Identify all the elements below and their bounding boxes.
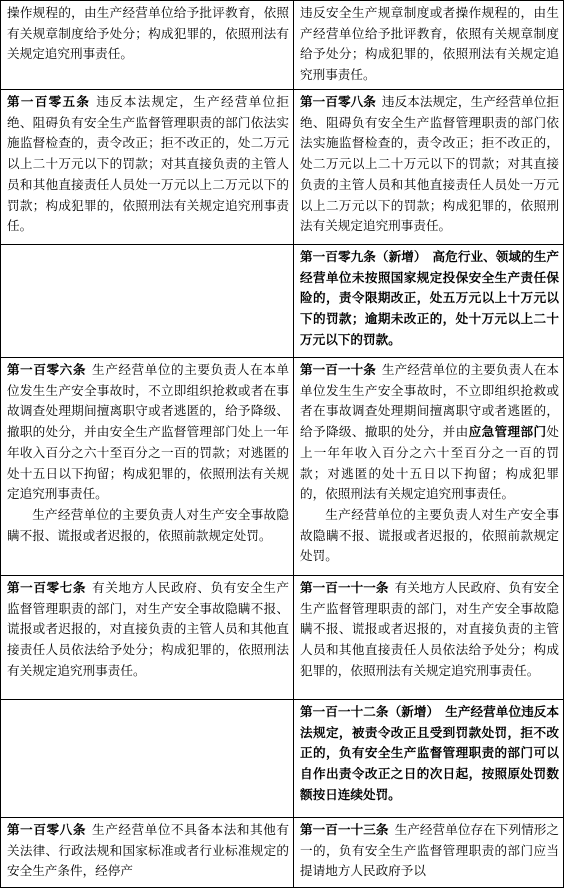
old-article-text: 生产经营单位的主要负责人在本单位发生生产安全事故时，不立即组织抢救或者在事故调查处理期间擅离职守或者逃匿的，给予降级、撤职的处分，并由安全生产监督管理部门处上一年年收入百分之六十至百分之一百的罚款；对逃匿的处十五日以下拘留；构成犯罪的，依照刑法有关规定追究刑事责任。 bbox=[7, 362, 290, 502]
old-article-text: 生产经营单位不具备本法和其他有关法律、行政法规和国家标准或者行业标准规定的安全生产条件，经停产 bbox=[7, 822, 290, 879]
table-row bbox=[1, 818, 564, 888]
table-row bbox=[1, 700, 564, 818]
new-article-text: 生产经营单位的主要负责人在本单位发生生产安全事故时，不立即组织抢救或者在事故调查处理期间擅离职守或者逃匿的，给予降级、撤职的处分，并由 bbox=[300, 362, 560, 440]
new-law-cell bbox=[294, 576, 564, 700]
old-article-text: 有关地方人民政府、负有安全生产监督管理职责的部门，对生产安全事故隐瞒不报、谎报或者迟报的，对直接负责的主管人员和其他直接责任人员依法给予处分；构成犯罪的，依照刑法有关规定追究刑事责任。 bbox=[7, 580, 290, 678]
new-article-text: 高危行业、领域的生产经营单位未按照国家规定投保安全生产责任保险的，责令限期改正，处五万元以上十万元以下的罚款；逾期未改正的，处十万元以上二十万元以下的罚款。 bbox=[300, 249, 560, 347]
new-article-amended-text: 应急管理部门 bbox=[468, 424, 547, 440]
new-article-paragraph bbox=[300, 360, 559, 505]
table-row bbox=[1, 1, 564, 90]
old-law-cell bbox=[1, 358, 294, 576]
old-article-title: 第一百零五条 bbox=[7, 94, 91, 109]
old-law-cell bbox=[1, 90, 294, 245]
new-law-cell bbox=[294, 700, 564, 818]
old-law-cell bbox=[1, 1, 294, 90]
old-article-paragraph bbox=[7, 360, 289, 505]
old-article-text: 违反本法规定，生产经营单位拒绝、阻碍负有安全生产监督管理职责的部门依法实施监督检查的，责令改正；拒不改正的，处二万元以上二十万元以下的罚款；对其直接负责的主管人员和其他直接责任人员处一万元以上二万元以下的罚款；构成犯罪的，依照刑法有关规定追究刑事责任。 bbox=[7, 94, 290, 234]
new-article-text: 有关地方人民政府、负有安全生产监督管理职责的部门，对生产安全事故隐瞒不报、谎报或者迟报的，对直接负责的主管人员和其他直接责任人员依法给予处分；构成犯罪的，依照刑法有关规定追究刑事责任。 bbox=[300, 580, 560, 678]
old-law-cell-empty bbox=[1, 700, 294, 818]
table-row bbox=[1, 90, 564, 245]
new-article-title: 第一百零八条 bbox=[300, 94, 376, 109]
new-article-text: 违反安全生产规章制度或者操作规程的，由生产经营单位给予批评教育，依照有关规章制度给予处分；构成犯罪的，依照刑法有关规定追究刑事责任。 bbox=[300, 5, 559, 83]
old-law-cell bbox=[1, 818, 294, 888]
new-law-cell bbox=[294, 818, 564, 888]
old-law-cell bbox=[1, 576, 294, 700]
new-article-title: 第一百零九条（新增） bbox=[300, 249, 427, 264]
new-article-paragraph-2: 生产经营单位的主要负责人对生产安全事故隐瞒不报、谎报或者迟报的，依照前款规定处罚。 bbox=[300, 506, 559, 564]
table-row bbox=[1, 358, 564, 576]
old-article-title: 第一百零七条 bbox=[7, 580, 87, 595]
new-law-cell bbox=[294, 245, 564, 358]
new-law-cell bbox=[294, 1, 564, 90]
new-article-title: 第一百一十一条 bbox=[300, 580, 389, 595]
new-article-text: 生产经营单位存在下列情形之一的，负有安全生产监督管理职责的部门应当提请地方人民政府予以 bbox=[300, 822, 560, 879]
new-article-text: 违反本法规定，生产经营单位拒绝、阻碍负有安全生产监督管理职责的部门依法实施监督检查的，责令改正；拒不改正的，处二万元以上二十万元以下的罚款；对其直接负责的主管人员和其他直接责任人员处一万元以上二万元以下的罚款；构成犯罪的，依照刑法有关规定追究刑事责任。 bbox=[300, 94, 560, 234]
old-article-title: 第一百零六条 bbox=[7, 362, 87, 377]
new-article-title: 第一百一十二条（新增） bbox=[300, 704, 440, 719]
new-article-text: 生产经营单位违反本法规定，被责令改正且受到罚款处罚，拒不改正的，负有安全生产监督管理职责的部门可以自作出责令改正之日的次日起，按照原处罚数额按日连续处罚。 bbox=[300, 704, 560, 802]
old-article-paragraph-2: 生产经营单位的主要负责人对生产安全事故隐瞒不报、谎报或者迟报的，依照前款规定处罚。 bbox=[7, 506, 289, 543]
new-law-cell bbox=[294, 90, 564, 245]
new-article-title: 第一百一十条 bbox=[300, 362, 376, 377]
table-row bbox=[1, 576, 564, 700]
new-law-cell bbox=[294, 358, 564, 576]
old-article-text: 操作规程的，由生产经营单位给予批评教育，依照有关规章制度给予处分；构成犯罪的，依照刑法有关规定追究刑事责任。 bbox=[7, 5, 289, 62]
table-row bbox=[1, 245, 564, 358]
old-article-title: 第一百零八条 bbox=[7, 822, 87, 837]
new-article-text-continued: 处上一年年收入百分之六十至百分之一百的罚款；对逃匿的处十五日以下拘留；构成犯罪的，依照刑法有关规定追究刑事责任。 bbox=[300, 424, 559, 502]
new-article-title: 第一百一十三条 bbox=[300, 822, 389, 837]
old-law-cell-empty bbox=[1, 245, 294, 358]
